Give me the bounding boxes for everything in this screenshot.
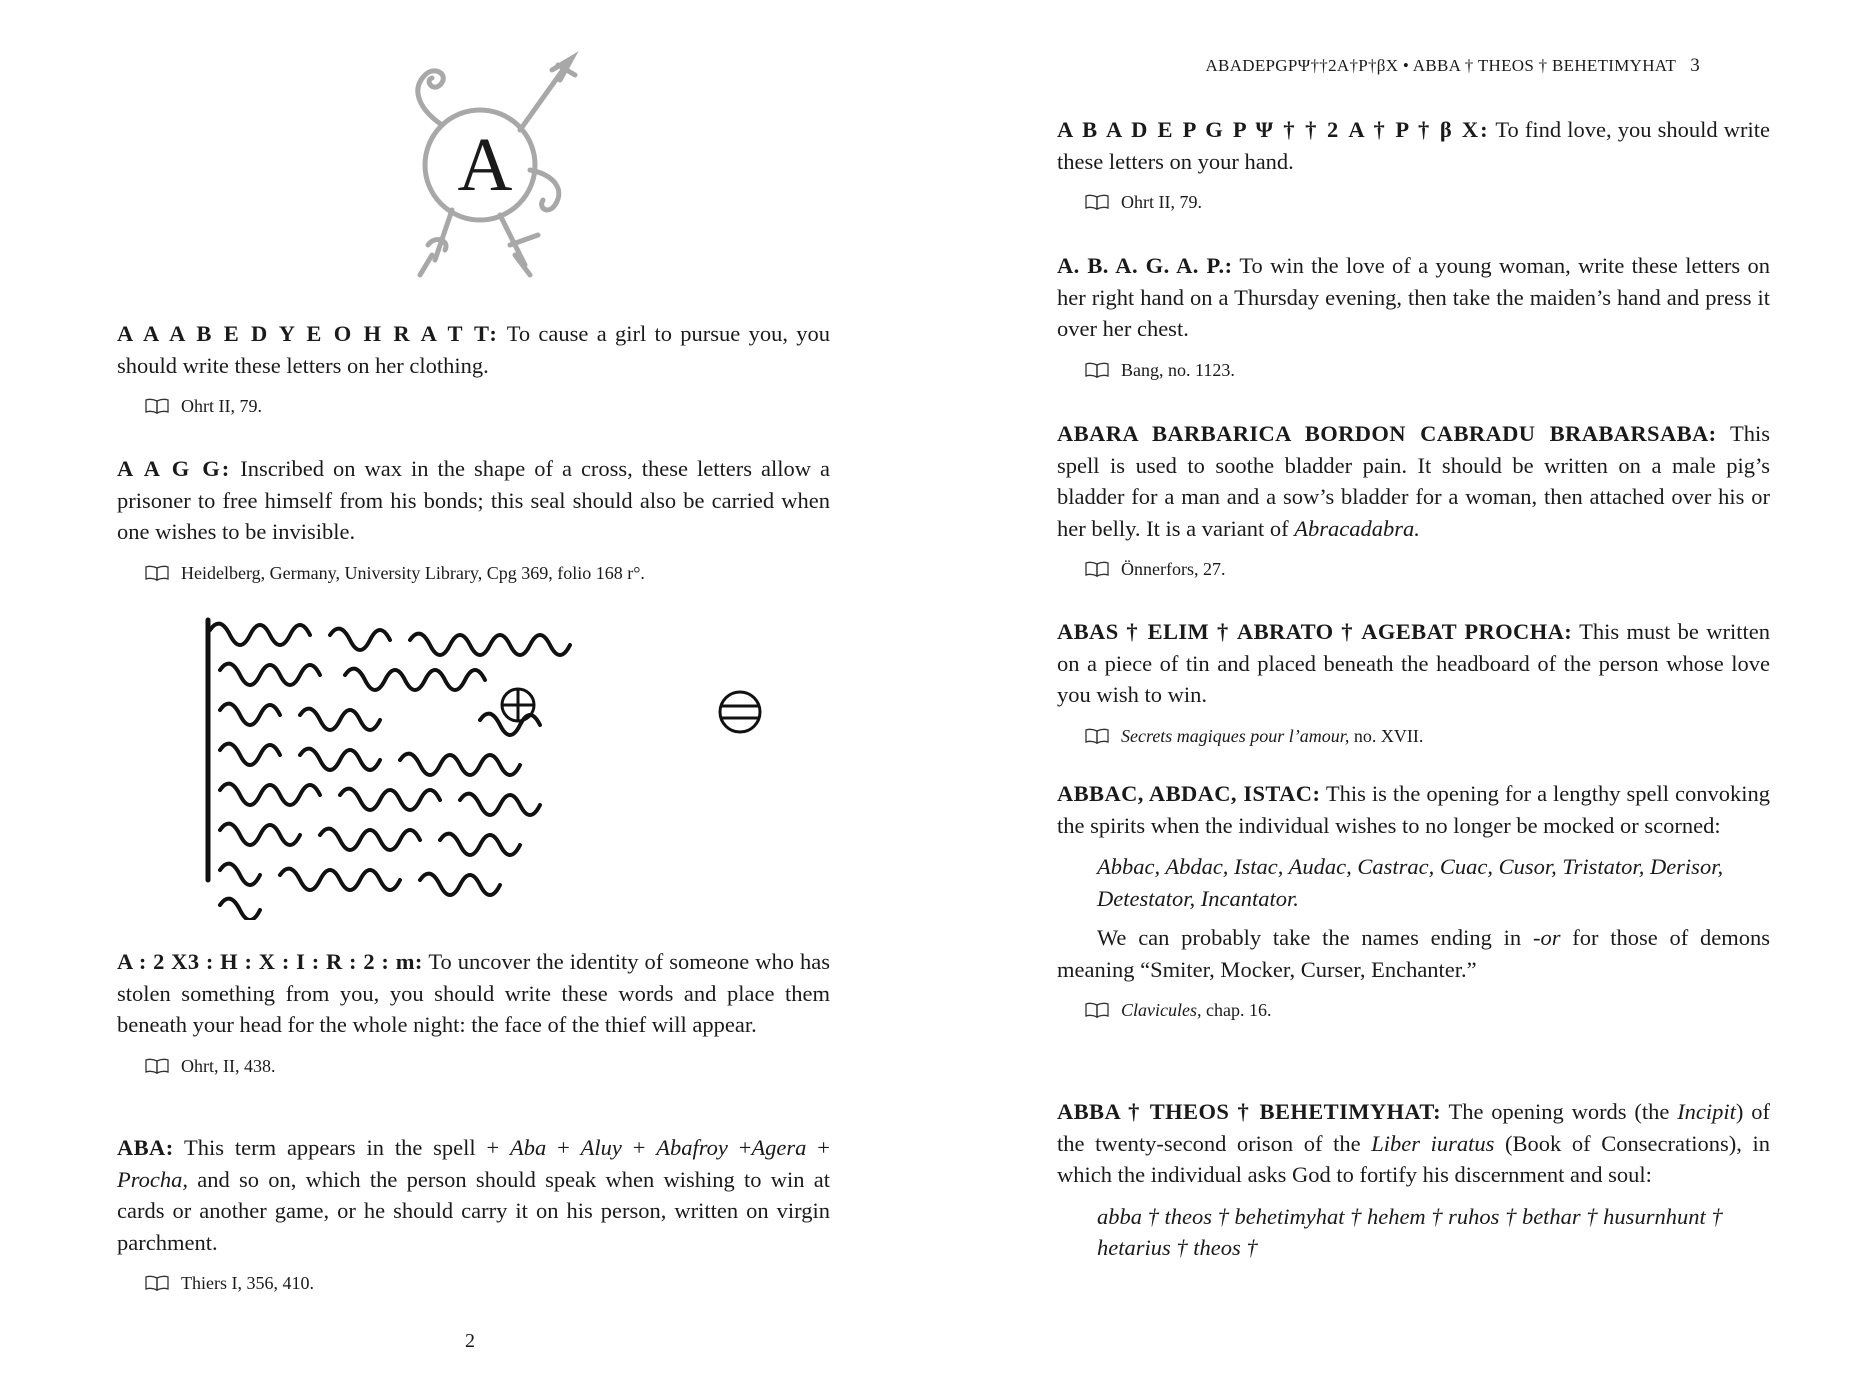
spell-quote: Abbac, Abdac, Istac, Audac, Castrac, Cuac, Cusor, Tristator, Derisor, Detestator, Incantator. bbox=[1097, 854, 1724, 911]
entry-a2x3hxir2m bbox=[117, 946, 830, 1079]
spell-word: Agera bbox=[751, 1135, 807, 1160]
entry-headword: ABBAC, ABDAC, ISTAC: bbox=[1057, 781, 1321, 806]
open-book-icon bbox=[145, 1275, 169, 1291]
entry-body bbox=[1057, 114, 1770, 177]
open-book-icon bbox=[1085, 362, 1109, 378]
entry-text: for those of demons meaning “Smiter, Mocker, Curser, Enchanter.” bbox=[1057, 925, 1770, 982]
entry-text: + bbox=[727, 1135, 752, 1160]
reference bbox=[1085, 997, 1770, 1023]
entry-headword: A. B. A. G. A. P.: bbox=[1057, 253, 1233, 278]
entry-body bbox=[1057, 616, 1770, 711]
entry-commentary bbox=[1057, 922, 1770, 985]
entry-aba bbox=[117, 1132, 830, 1296]
entry-body bbox=[117, 1132, 830, 1258]
reference bbox=[1085, 556, 1770, 582]
entry-text: ) of the twenty-second orison of the bbox=[1057, 1099, 1770, 1156]
page-number-right: 3 bbox=[1690, 55, 1700, 76]
open-book-icon bbox=[145, 1058, 169, 1074]
reference-text: Ohrt, II, 438. bbox=[181, 1055, 276, 1076]
open-book-icon bbox=[145, 398, 169, 414]
open-book-icon bbox=[145, 565, 169, 581]
spell-word: Aluy bbox=[580, 1135, 622, 1160]
ornament-letter: A bbox=[457, 123, 513, 207]
entry-text: + bbox=[621, 1135, 657, 1160]
reference-text: Ohrt II, 79. bbox=[181, 396, 262, 416]
entry-headword: ABA: bbox=[117, 1135, 174, 1160]
entry-text: + bbox=[546, 1135, 581, 1160]
open-book-icon bbox=[1085, 194, 1109, 210]
entry-text: Inscribed on wax in the shape of a cross, these letters allow a prisoner to free himself from his bonds; this seal should also be carried when one wishes to be invisible. bbox=[117, 456, 830, 544]
open-book-icon bbox=[1085, 1002, 1109, 1018]
entry-body bbox=[1057, 1096, 1770, 1191]
entry-text: + bbox=[806, 1135, 830, 1160]
entry-text: To win the love of a young woman, write these letters on her right hand on a Thursday evening, then take the maiden’s hand and press it over her chest. bbox=[1057, 253, 1770, 341]
entry-italic-text: Liber iuratus bbox=[1371, 1130, 1495, 1156]
entry-italic-text: -or bbox=[1532, 925, 1561, 950]
entry-abara-barbarica bbox=[1057, 418, 1770, 582]
reference-text: Önnerfors, 27. bbox=[1121, 559, 1226, 579]
entry-headword: ABARA BARBARICA BORDON CABRADU BRABARSABA: bbox=[1057, 421, 1717, 446]
entry-text: This must be written on a piece of tin and placed beneath the headboard of the person whose love you wish to win. bbox=[1057, 619, 1770, 707]
spell-word: Aba bbox=[510, 1135, 547, 1160]
entry-text: This is the opening for a lengthy spell convoking the spirits when the individual wishes to no longer be mocked or scorned: bbox=[1057, 781, 1770, 838]
entry-italic-text: Abracadabra. bbox=[1294, 515, 1420, 541]
spell-word: Abafroy bbox=[656, 1135, 728, 1160]
entry-headword: A A A B E D Y E O H R A T T: bbox=[117, 321, 499, 346]
reference-text: chap. 16. bbox=[1201, 1000, 1272, 1020]
entry-text: (Book of Consecrations), in which the individual asks God to fortify his discernment and soul: bbox=[1057, 1130, 1770, 1187]
entry-abba-theos bbox=[1057, 1096, 1770, 1264]
running-head-title: ABADEPGPΨ††2A†P†βX • ABBA † THEOS † BEHETIMYHAT bbox=[1205, 56, 1677, 75]
reference bbox=[145, 393, 830, 419]
entry-text: We can probably take the names ending in bbox=[1097, 925, 1533, 950]
reference bbox=[1085, 723, 1770, 749]
entry-text: To uncover the identity of someone who has stolen something from you, you should write these words and place them beneath your head for the whole night: the face of the thief will appear. bbox=[117, 949, 830, 1037]
spell-word: Procha, bbox=[117, 1166, 189, 1192]
reference bbox=[1085, 357, 1770, 383]
spell-quote: abba † theos † behetimyhat † hehem † ruhos † bethar † husurnhunt † hetarius † theos † bbox=[1097, 1203, 1723, 1260]
entry-text: and so on, which the person should speak when wishing to win at cards or another game, or he should carry it on his person, written on virgin parchment. bbox=[117, 1166, 830, 1255]
entry-italic-text: Incipit bbox=[1677, 1099, 1736, 1124]
reference bbox=[145, 1270, 830, 1296]
entry-abbac-abdac-istac bbox=[1057, 778, 1770, 1023]
entry-body bbox=[117, 318, 830, 381]
reference bbox=[145, 560, 830, 586]
entry-body bbox=[1057, 250, 1770, 345]
entry-text: The opening words (the bbox=[1441, 1099, 1678, 1124]
entry-headword: A : 2 X3 : H : X : I : R : 2 : m: bbox=[117, 949, 423, 974]
entry-body bbox=[1057, 418, 1770, 544]
reference-text: Ohrt II, 79. bbox=[1121, 192, 1202, 212]
open-book-icon bbox=[1085, 728, 1109, 744]
reference-text: Heidelberg, Germany, University Library, Cpg 369, folio 168 r°. bbox=[181, 562, 645, 583]
reference-title: Secrets magiques pour l’amour, bbox=[1121, 725, 1350, 746]
entry-body bbox=[117, 946, 830, 1041]
entry-abas-elim bbox=[1057, 616, 1770, 749]
open-book-icon bbox=[1085, 561, 1109, 577]
entry-text: To cause a girl to pursue you, you should write these letters on her clothing. bbox=[117, 321, 830, 378]
reference bbox=[145, 1053, 830, 1079]
entry-headword: A B A D E P G P Ψ † † 2 A † P † β X: bbox=[1057, 117, 1490, 142]
reference-title: Clavicules, bbox=[1121, 1000, 1202, 1020]
reference-text: Thiers I, 356, 410. bbox=[181, 1273, 314, 1293]
entry-abagap bbox=[1057, 250, 1770, 383]
reference-text: no. XVII. bbox=[1349, 725, 1424, 746]
entry-text: To find love, you should write these letters on your hand. bbox=[1057, 117, 1770, 174]
entry-text: This term appears in the spell + bbox=[173, 1135, 511, 1160]
entry-aaabedyeohratt bbox=[117, 318, 830, 419]
entry-headword: A A G G: bbox=[117, 456, 232, 481]
entry-aagg bbox=[117, 453, 830, 586]
entry-headword: ABBA † THEOS † BEHETIMYHAT: bbox=[1057, 1099, 1442, 1124]
reference-text: Bang, no. 1123. bbox=[1121, 359, 1235, 380]
page-number-left: 2 bbox=[465, 1330, 475, 1352]
entry-text: This spell is used to soothe bladder pain. It should be written on a male pig’s bladder for a man and a sow’s bladder for a woman, then attached over his or her belly. It is a variant of bbox=[1057, 421, 1770, 541]
entry-headword: ABAS † ELIM † ABRATO † AGEBAT PROCHA: bbox=[1057, 619, 1573, 644]
reference bbox=[1085, 189, 1770, 215]
left-page bbox=[0, 0, 932, 1399]
running-head bbox=[1000, 55, 1700, 77]
manuscript-illustration bbox=[200, 610, 770, 920]
entry-body bbox=[117, 453, 830, 548]
entry-body bbox=[1057, 778, 1770, 841]
entry-abadepgp bbox=[1057, 114, 1770, 215]
